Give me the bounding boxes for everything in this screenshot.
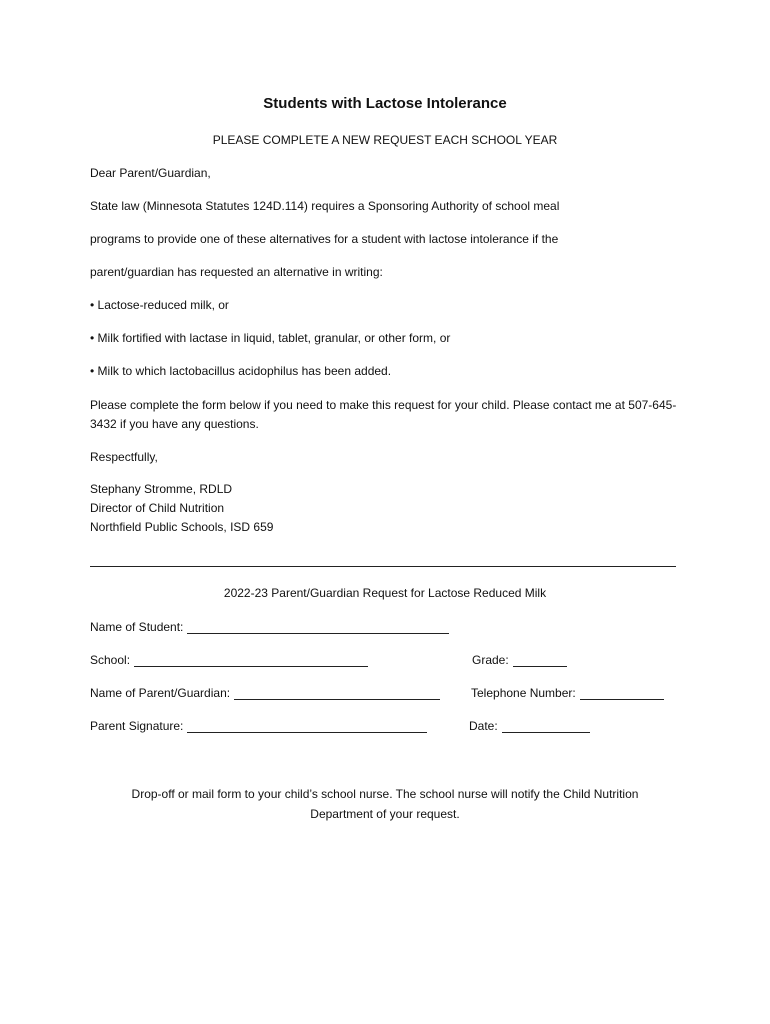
- letter-intro-line-1: State law (Minnesota Statutes 124D.114) requires a Sponsoring Authority of school meal: [90, 199, 560, 213]
- bullet-item: • Milk to which lactobacillus acidophilus has been added.: [90, 364, 392, 378]
- student-name-label: Name of Student:: [90, 620, 184, 634]
- signer-organization: Northfield Public Schools, ISD 659: [90, 520, 274, 534]
- student-name-field[interactable]: [90, 620, 449, 634]
- letter-intro-line-2: programs to provide one of these alternatives for a student with lactose intolerance if the: [90, 232, 559, 246]
- parent-name-field[interactable]: [90, 686, 440, 700]
- school-label: School:: [90, 653, 131, 667]
- footer-instructions: Drop-off or mail form to your child’s school nurse. The school nurse will notify the Child Nutrition Department of your request.: [131, 787, 639, 821]
- letter-intro-line-3: parent/guardian has requested an alternative in writing:: [90, 265, 383, 279]
- grade-label: Grade:: [472, 653, 509, 667]
- bullet-item: • Lactose-reduced milk, or: [90, 298, 229, 312]
- school-blank[interactable]: [134, 654, 368, 667]
- grade-field[interactable]: [472, 653, 567, 667]
- letter-contact-paragraph: Please complete the form below if you need to make this request for your child. Please contact me at 507-645-3432 if you have any questions.: [90, 398, 677, 431]
- telephone-field[interactable]: [471, 686, 664, 700]
- signature-blank[interactable]: [187, 720, 427, 733]
- letter-greeting: Dear Parent/Guardian,: [90, 166, 211, 180]
- telephone-blank[interactable]: [580, 687, 664, 700]
- signer-title: Director of Child Nutrition: [90, 501, 225, 515]
- date-field[interactable]: [469, 719, 590, 733]
- signer-name: Stephany Stromme, RDLD: [90, 482, 233, 496]
- letter-closing: Respectfully,: [90, 450, 158, 464]
- student-name-blank[interactable]: [187, 621, 449, 634]
- telephone-label: Telephone Number:: [471, 686, 576, 700]
- form-title: 2022-23 Parent/Guardian Request for Lactose Reduced Milk: [223, 586, 547, 600]
- document-title: Students with Lactose Intolerance: [263, 95, 507, 112]
- parent-name-blank[interactable]: [234, 687, 440, 700]
- grade-blank[interactable]: [513, 654, 567, 667]
- document-subtitle: PLEASE COMPLETE A NEW REQUEST EACH SCHOOL YEAR: [212, 133, 558, 147]
- date-blank[interactable]: [502, 720, 590, 733]
- date-label: Date:: [469, 719, 498, 733]
- bullet-item: • Milk fortified with lactase in liquid, tablet, granular, or other form, or: [90, 331, 451, 345]
- signature-label: Parent Signature:: [90, 719, 184, 733]
- section-divider: [90, 566, 676, 567]
- school-field[interactable]: [90, 653, 368, 667]
- signature-field[interactable]: [90, 719, 427, 733]
- parent-name-label: Name of Parent/Guardian:: [90, 686, 231, 700]
